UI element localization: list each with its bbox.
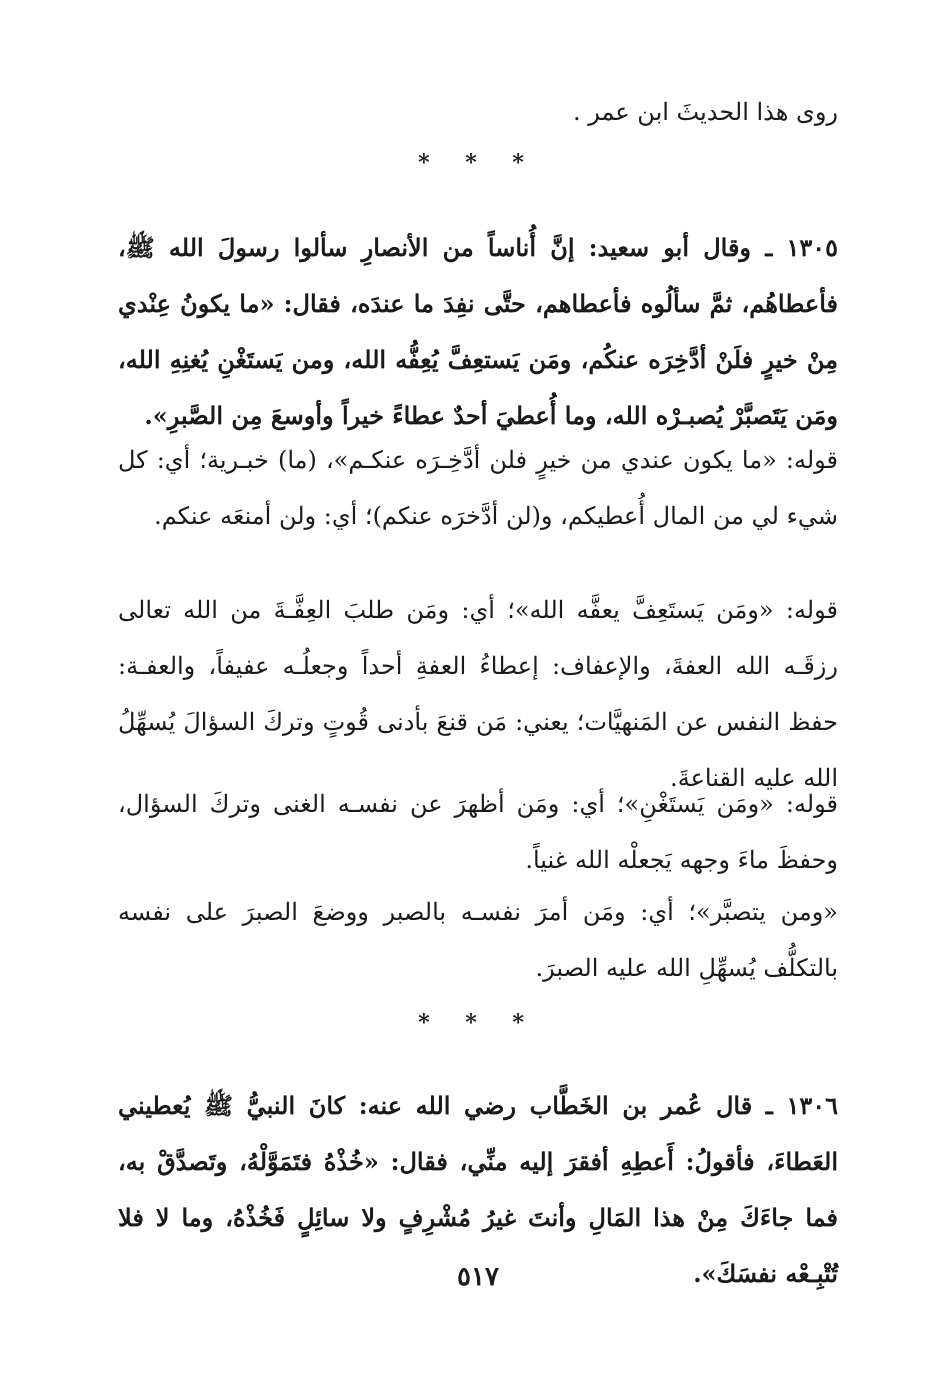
hadith-1306: ١٣٠٦ ـ قال عُمر بن الخَطَّاب رضي الله عنه: كانَ النبيُّ ﷺ يُعطيني العَطاءَ، فأقولُ: أَعطِهِ أفقرَ إليه منِّي، فقال: «خُذْهُ فتَمَوَّلْهُ، وتَصدَّقْ به، فما جاءَكَ مِنْ هذا المَالِ وأنتَ غيرُ مُشْرِفٍ ولا سائِلٍ فَخُذْهُ، وما لا فلا تُتْبِـعْه نفسَكَ». [118,1091,839,1288]
page-number: ٥١٧ [457,1262,499,1292]
section-separator: * * * [418,150,538,176]
commentary-paragraph: قوله: «ومَن يَستَغْنِ»؛ أي: ومَن أظهرَ عن نفسـه الغنى وتركَ السؤال، وحفظَ ماءَ وجهه يَجعلْه الله غنياً. [118,790,838,874]
commentary-paragraph: قوله: «ما يكون عندي من خيرٍ فلن أدَّخِـرَه عنكـم»، (ما) خبـرية؛ أي: كل شيء لي من المال أُعطيكم، و(لن أدَّخرَه عنكم)؛ أي: ولن أمنعَه عنكم. [118,446,838,530]
book-page [118,0,838,1377]
section-separator: * * * [418,1010,538,1036]
commentary-paragraph: قوله: «ومَن يَستَعِفَّ يعفَّه الله»؛ أي: ومَن طلبَ العِفَّـةَ من الله تعالى رزقَـه الله العفةَ، والإعفاف: إعطاءُ العفةِ أحداً وجعلُـه عفيفاً، والعفـة: حفظ النفس عن المَنهيَّات؛ يعني: مَن قنعَ بأدنى قُوتٍ وتركَ السؤالَ يُسهِّلُ الله عليه القناعةَ. [118,596,838,792]
hadith-1305: ١٣٠٥ ـ وقال أبو سعيد: إنَّ أُناساً من الأنصارِ سألوا رسولَ الله ﷺ، فأعطاهُم، ثمَّ سألُوه فأعطاهم، حتَّى نفِدَ ما عندَه، فقال: «ما يكونُ عِنْدي مِنْ خيرٍ فلَنْ أدَّخِرَه عنكُم، ومَن يَستعِفَّ يُعِفُّه الله، ومن يَستَغْنِ يُغنِهِ الله، ومَن يَتَصبَّرْ يُصبـرْه الله، وما أُعطيَ أحدٌ عطاءً خيراً وأوسعَ مِن الصَّبرِ». [118,233,839,430]
commentary-paragraph: «ومن يتصبَّر»؛ أي: ومَن أمرَ نفسـه بالصبر ووضعَ الصبرَ على نفسه بالتكلُّف يُسهِّلِ الله عليه الصبرَ. [118,898,838,982]
intro-line: روى هذا الحديثَ ابن عمر . [572,98,838,126]
